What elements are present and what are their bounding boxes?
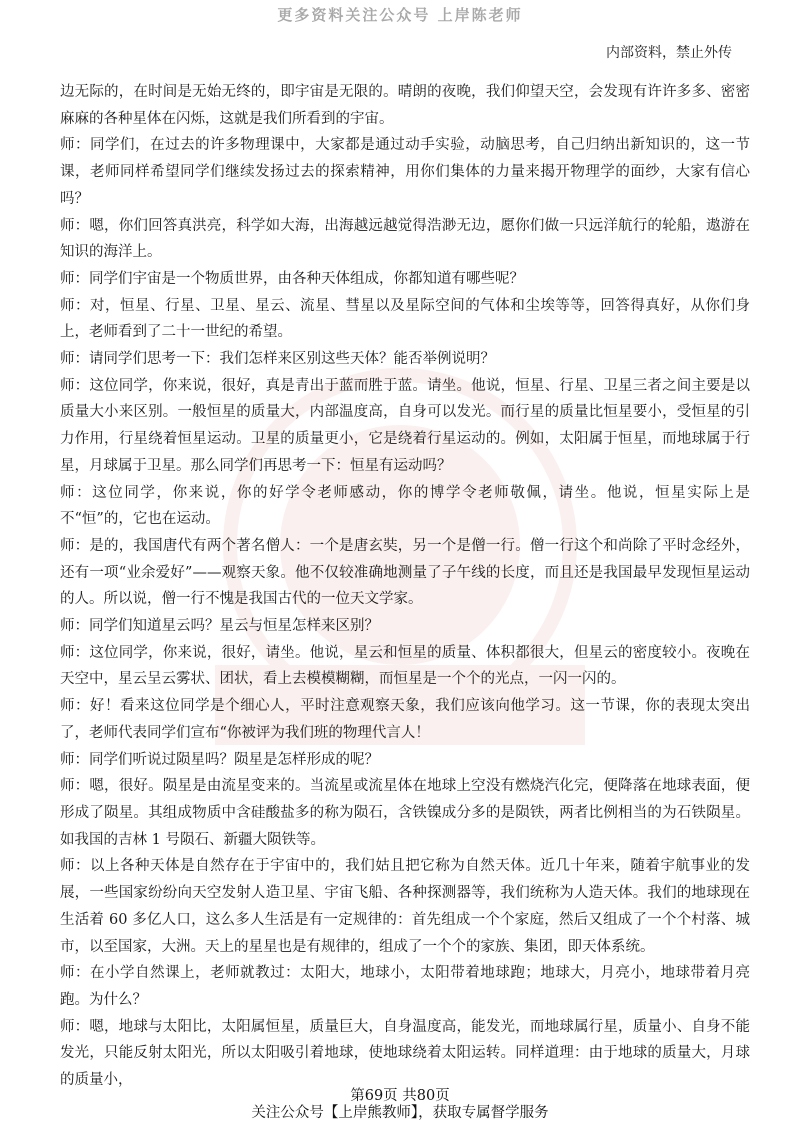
paragraph: 师：以上各种天体是自然存在于宇宙中的，我们姑且把它称为自然天体。近几十年来，随着宇航事业的发展，一些国家纷纷向天空发射人造卫星、宇宙飞船、各种探测器等，我们统称为人造天体。我们的地球现在生活着 60 多亿人口，这么多人生活是有一定规律的：首先组成一个个家庭，然后又组成了一个个村落、城市，以至国家，大洲。天上的星星也是有规律的，组成了一个个的家族、集团，即天体系统。 [60, 858, 750, 955]
paragraph: 师：这位同学，你来说，很好，请坐。他说，星云和恒星的质量、体积都很大，但星云的密度较小。夜晚在天空中，星云呈云雾状、团状，看上去模模糊糊，而恒星是一个个的光点，一闪一闪的。 [60, 644, 750, 688]
paragraph: 师：好！看来这位同学是个细心人，平时注意观察天象，我们应该向他学习。这一节课，你的表现太突出了，老师代表同学们宣布“你被评为我们班的物理代言人！ [60, 698, 750, 741]
paragraph: 师：同学们知道星云吗？星云与恒星怎样来区别？ [60, 618, 379, 635]
top-banner: 更多资料关注公众号 上岸陈老师 [277, 6, 523, 24]
paragraph: 师：嗯，地球与太阳比，太阳属恒星，质量巨大，自身温度高，能发光，而地球属行星，质量小、自身不能发光，只能反射太阳光，所以太阳吸引着地球，使地球绕着太阳运转。同样道理：由于地球的质量大，月球的质量小， [60, 1018, 750, 1089]
internal-note: 内部资料，禁止外传 [606, 45, 732, 61]
paragraph: 师：同学们，在过去的许多物理课中，大家都是通过动手实验，动脑思考，自己归纳出新知识的，这一节课，老师同样希望同学们继续发扬过去的探索精神，用你们集体的力量来揭开物理学的面纱，大家有信心吗？ [60, 137, 750, 207]
paragraph: 师：在小学自然课上，老师就教过：太阳大，地球小，太阳带着地球跑；地球大，月亮小，地球带着月亮跑。为什么？ [60, 965, 750, 1008]
paragraph: 师：这位同学，你来说，很好，真是青出于蓝而胜于蓝。请坐。他说，恒星、行星、卫星三者之间主要是以质量大小来区别。一般恒星的质量大，内部温度高，自身可以发光。而行星的质量比恒星要小，受恒星的引力作用，行星绕着恒星运动。卫星的质量更小，它是绕着行星运动的。例如，太阳属于恒星，而地球属于行星，月球属于卫星。那么同学们再思考一下：恒星有运动吗？ [60, 377, 750, 474]
page-footer [0, 1088, 800, 1122]
document-body [60, 79, 750, 1094]
paragraph: 师：对，恒星、行星、卫星、星云、流星、彗星以及星际空间的气体和尘埃等等，回答得真好，从你们身上，老师看到了二十一世纪的希望。 [60, 297, 750, 341]
page-number: 第69页 共80页 [350, 1088, 450, 1104]
paragraph: 师：嗯，很好。陨星是由流星变来的。当流星或流星体在地球上空没有燃烧汽化完，便降落在地球表面，便形成了陨星。其组成物质中含硅酸盐多的称为陨石，含铁镍成分多的是陨铁，两者比例相当的为石铁陨星。如我国的吉林 1 号陨石、新疆大陨铁等。 [60, 778, 750, 848]
paragraph: 师：这位同学，你来说，你的好学令老师感动，你的博学令老师敬佩，请坐。他说，恒星实际上是不“恒”的，它也在运动。 [60, 484, 750, 528]
paragraph: 师：嗯，你们回答真洪亮，科学如大海，出海越远越觉得浩渺无边，愿你们做一只远洋航行的轮船，遨游在知识的海洋上。 [60, 217, 750, 261]
paragraph: 师：同学们听说过陨星吗？陨星是怎样形成的呢？ [60, 751, 379, 768]
paragraph: 师：是的，我国唐代有两个著名僧人：一个是唐玄奘，另一个是僧一行。僧一行这个和尚除了平时念经外，还有一项“业余爱好”——观察天象。他不仅较准确地测量了子午线的长度，而且还是我国最早发现恒星运动的人。所以说，僧一行不愧是我国古代的一位天文学家。 [60, 537, 750, 608]
footer-note: 关注公众号【上岸熊教师】，获取专属督学服务 [251, 1105, 549, 1121]
paragraph: 边无际的，在时间是无始无终的，即宇宙是无限的。晴朗的夜晚，我们仰望天空，会发现有许许多多、密密麻麻的各种星体在闪烁，这就是我们所看到的宇宙。 [60, 84, 750, 127]
paragraph: 师：请同学们思考一下：我们怎样来区别这些天体？能否举例说明？ [60, 351, 495, 368]
paragraph: 师：同学们宇宙是一个物质世界，由各种天体组成，你都知道有哪些呢？ [60, 270, 524, 287]
